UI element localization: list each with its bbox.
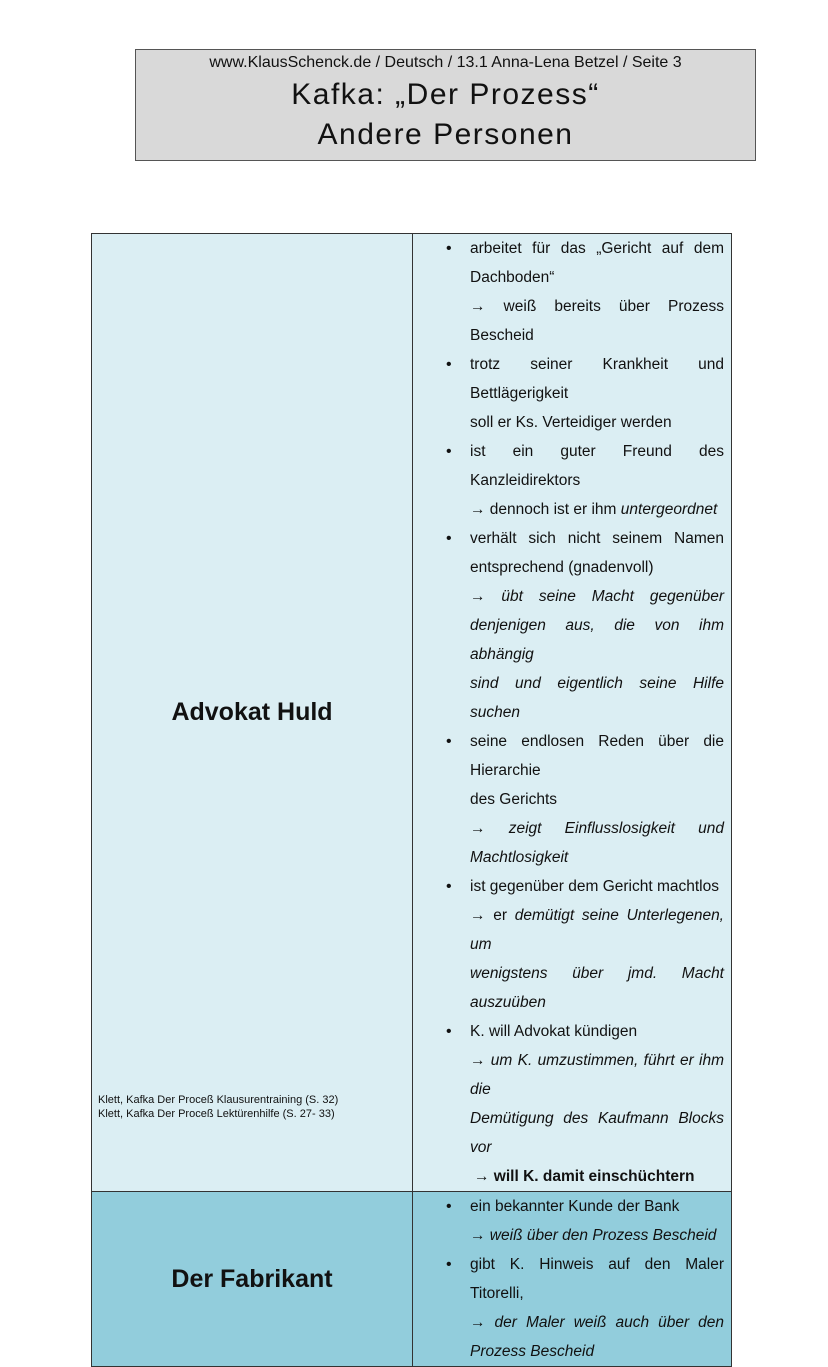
note-text: → er [470, 907, 515, 924]
list-item [413, 872, 724, 1017]
list-item [413, 1017, 724, 1191]
note-text: → dennoch ist er ihm [470, 501, 621, 518]
document-subtitle: Andere Personen [317, 118, 574, 151]
list-item [413, 1192, 724, 1250]
note-line: • K. will Advokat kündigen [470, 1023, 638, 1040]
note-line: • seine endlosen Reden über die Hierarchie [470, 733, 724, 779]
table-row [92, 234, 732, 1192]
note-line: → will K. damit einschüchtern [474, 1168, 695, 1185]
note-line: → der Maler weiß auch über den [470, 1314, 724, 1331]
note-line: denjenigen aus, die von ihm abhängig [470, 617, 724, 663]
note-line: • trotz seiner Krankheit und Bettlägerigkeit [470, 356, 724, 402]
note-emphasis: untergeordnet [620, 501, 718, 518]
list-item [413, 727, 724, 872]
note-line: des Gerichts [470, 791, 558, 808]
note-line: • verhält sich nicht seinem Namen [470, 530, 724, 547]
note-line [470, 495, 724, 524]
note-line: Prozess Bescheid [470, 1343, 595, 1360]
note-line [470, 901, 724, 959]
note-line: • ein bekannter Kunde der Bank [470, 1198, 680, 1215]
page-header [135, 49, 756, 161]
note-line: • ist ein guter Freund des Kanzleidirektors [470, 443, 724, 489]
note-line: soll er Ks. Verteidiger werden [470, 414, 672, 431]
note-line: sind und eigentlich seine Hilfe suchen [470, 675, 724, 721]
note-line: → zeigt Einflusslosigkeit und [470, 820, 724, 837]
list-item [413, 350, 724, 437]
notes-list [413, 1192, 731, 1366]
note-line: Machtlosigkeit [470, 849, 569, 866]
source-line: Klett, Kafka Der Proceß Klausurentraining (S. 32) [98, 1094, 339, 1106]
characters-table [91, 233, 732, 1367]
list-item [413, 1250, 724, 1366]
document-title: Kafka: „Der Prozess“ [291, 78, 600, 111]
note-line: → übt seine Macht gegenüber [470, 588, 724, 605]
table-row [92, 1192, 732, 1367]
note-line: wenigstens über jmd. Macht auszuüben [470, 965, 724, 1011]
note-line: → weiß bereits über Prozess Bescheid [470, 298, 724, 344]
note-line: • arbeitet für das „Gericht auf dem [470, 240, 724, 257]
character-name: Advokat Huld [92, 234, 413, 1192]
note-line: entsprechend (gnadenvoll) [470, 559, 654, 576]
character-notes [413, 1192, 732, 1367]
list-item [413, 234, 724, 350]
note-line: Dachboden“ [470, 269, 555, 286]
note-emphasis: demütigt seine Unterlegenen, um [470, 907, 724, 953]
character-notes [413, 234, 732, 1192]
note-line: • gibt K. Hinweis auf den Maler Titorelli, [470, 1256, 724, 1302]
list-item [413, 437, 724, 524]
source-line: Klett, Kafka Der Proceß Lektürenhilfe (S. 27- 33) [98, 1108, 335, 1120]
note-line: • ist gegenüber dem Gericht machtlos [470, 878, 719, 895]
note-line: Demütigung des Kaufmann Blocks vor [470, 1110, 724, 1156]
notes-list [413, 234, 731, 1191]
list-item [413, 524, 724, 727]
character-name: Der Fabrikant [92, 1192, 413, 1367]
note-line: → weiß über den Prozess Bescheid [470, 1227, 717, 1244]
sources-footer [98, 1093, 338, 1121]
note-line: → um K. umzustimmen, führt er ihm die [470, 1052, 724, 1098]
source-url: www.KlausSchenck.de / Deutsch / 13.1 Anna-Lena Betzel / Seite 3 [209, 54, 682, 71]
